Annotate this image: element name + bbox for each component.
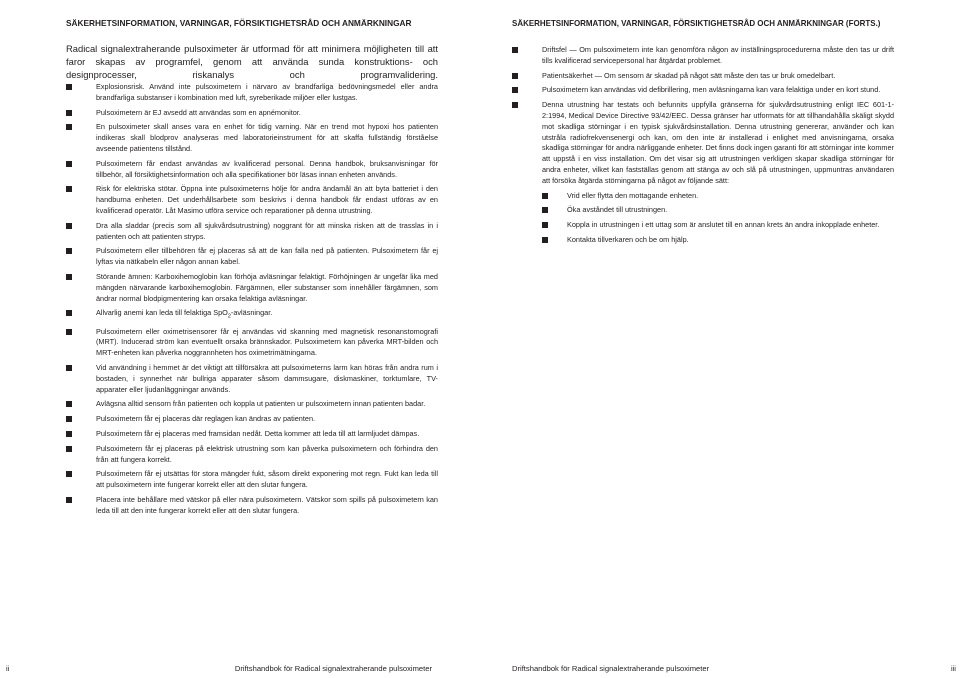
list-item-text: En pulsoximeter skall anses vara en enhet för tidig varning. När en trend mot hypoxi hos patienten indikeras skall blodprov analyseras med laboratorieinstrument för att skaffa fullständig förståelse avseende patientens tillstånd. [96,122,438,153]
list-item-text: Pulsoximetern får endast användas av kvalificerad personal. Denna handbok, bruksanvisningar för tillbehör, all försiktighetsinformation och alla specifikationer bör läsas innan enheten används. [96,158,438,179]
bullet-square-icon [66,248,72,254]
list-item [512,45,894,67]
list-item-text: Pulsoximetern kan användas vid defibrillering, men avläsningarna kan vara felaktiga under en kort stund. [542,85,881,95]
list-item-text: Pulsoximetern eller tillbehören får ej placeras så att de kan falla ned på patienten. Pulsoximetern får ej lyftas via nätkabeln eller någon annan kabel. [96,246,438,267]
section-heading: SÄKERHETSINFORMATION, VARNINGAR, FÖRSIKTIGHETSRÅD OCH ANMÄRKNINGAR [66,18,412,28]
list-item-text: Vrid eller flytta den mottagande enheten. [567,190,699,200]
page-number: ii [6,664,10,673]
bullet-square-icon [66,431,72,437]
bullet-square-icon [66,124,72,130]
bullet-square-icon [542,193,548,199]
list-item-text: Dra alla sladdar (precis som all sjukvårdsutrustning) noggrant för att minska risken att de trasslas in i patienten och att patienten stryps. [96,220,438,241]
list-item-text: Explosionsrisk. Använd inte pulsoximetern i närvaro av brandfarliga bedövningsmedel eller andra brandfarliga substanser i kombination med luft, syreberikade miljöer eller lustgas. [96,82,438,102]
intro-paragraph: Radical signalextraherande pulsoximeter är utformad för att minimera möjligheten till att faror skapas av programfel, genom att använda sunda konstruktions- och designprocesser, riskanalys och programvalidering. [66,43,438,80]
section-heading-continued: SÄKERHETSINFORMATION, VARNINGAR, FÖRSIKTIGHETSRÅD OCH ANMÄRKNINGAR (FORTS.) [512,18,881,28]
bullet-square-icon [542,207,548,213]
list-item-text: Placera inte behållare med vätskor på eller nära pulsoximetern. Vätskor som spills på pulsoximetern kan leda till att den inte fungerar korrekt eller att den slutar fungera. [96,494,438,515]
list-item [66,159,438,181]
list-item-text: Störande ämnen: Karboxihemoglobin kan förhöja avläsningar felaktigt. Förhöjningen är ungefär lika med mängden närvarande karboxihemoglobin. Färgämnen, eller substanser som innehåller färgämnen, som ändrar normal blodpigmentering kan orsaka felaktiga avläsningar. [96,271,438,303]
warning-list-continued [512,45,894,250]
bullet-square-icon [66,401,72,407]
list-item [66,495,438,517]
bullet-square-icon [512,47,518,53]
bullet-square-icon [66,223,72,229]
list-item [512,100,894,186]
list-item [512,85,894,96]
right-page [480,0,960,678]
bullet-square-icon [66,84,72,90]
list-item [542,220,894,231]
bullet-square-icon [66,310,72,316]
list-item-text: Pulsoximetern får ej placeras med framsidan nedåt. Detta kommer att leda till att larmljudet dämpas. [96,428,420,438]
warning-list [66,82,438,521]
list-item-text: Pulsoximetern eller oximetrisensorer får ej användas vid skanning med magnetisk resonanstomografi (MRT). Inducerad ström kan eventuellt orsaka brännskador. Pulsoximetern kan påverka MRT-bilden och MRT-enheten kan påverka noggrannheten hos oximetrimätningarna. [96,326,438,358]
list-item [66,429,438,440]
list-item [66,399,438,410]
list-item [66,108,438,119]
list-item [542,235,894,246]
list-item-text: Denna utrustning har testats och befunnits uppfylla gränserna för sjukvårdsutrustning enligt IEC 601-1-2:1994, Medical Device Directive 93/42/EEC. Dessa gränser har utformats för att tillhandahålla skäligt skydd mot skadliga störningar i en typisk sjukvårdsinstallation. Denna utrustning genererar, använder och kan utstråla radiofrekvensenergi och kan, om den inte är installerad i enlighet med anvisningarna, orsaka skadliga störningar för andra närliggande enheter. Det finns dock ingen garanti för att störningar inte kommer att uppstå i en viss installation. Om det visar sig att utrustningen verkligen skapar skadliga störningar för andra enheter, vilket kan fastställas genom att stänga av och slå på utrustningen, uppmuntras användaren att försöka åtgärda störningarna på något av följande sätt: [542,100,894,185]
list-item [66,444,438,466]
list-item-text: Kontakta tillverkaren och be om hjälp. [567,234,689,244]
list-item [66,327,438,359]
list-item [66,122,438,154]
list-item [66,414,438,425]
page-number: iii [950,664,956,673]
list-item-text: Patientsäkerhet — Om sensorn är skadad på något sätt måste den tas ur bruk omedelbart. [542,70,836,80]
list-item [66,184,438,216]
bullet-square-icon [512,87,518,93]
bullet-square-icon [542,222,548,228]
bullet-square-icon [542,237,548,243]
list-item [66,82,438,104]
list-item [542,205,894,216]
footer-title: Driftshandbok för Radical signalextraherande pulsoximeter [234,664,432,673]
list-item [66,246,438,268]
list-item-text: Driftsfel — Om pulsoximetern inte kan genomföra någon av inställningsprocedurerna måste den tas ur drift tills kvalificerad servicepersonal har åtgärdat problemet. [542,45,894,65]
bullet-square-icon [512,102,518,108]
list-item [66,308,438,322]
bullet-square-icon [66,471,72,477]
list-item-text: Risk för elektriska stötar. Öppna inte pulsoximeterns hölje för andra ändamål än att byta batteriet i den handburna enheten. Det underhållsarbete som beskrivs i denna handbok får endast utföras av en kvalificerad operatör. Låt Masimo utföra service och reparationer på denna utrustning. [96,184,438,215]
bullet-square-icon [66,446,72,452]
list-item [512,71,894,82]
list-item [66,272,438,304]
list-item [66,363,438,395]
footer-title: Driftshandbok för Radical signalextraherande pulsoximeter [512,664,710,673]
bullet-square-icon [66,186,72,192]
list-item-text: Pulsoximetern får ej utsättas för stora mängder fukt, såsom direkt exponering mot regn. Fukt kan leda till att pulsoximetern inte fungerar korrekt eller att den slutar fungera. [96,469,438,490]
list-item-text: Koppla in utrustningen i ett uttag som är anslutet till en annan krets än andra inkopplade enheter. [567,220,880,230]
bullet-square-icon [66,274,72,280]
bullet-square-icon [66,329,72,335]
list-item-text: Vid användning i hemmet är det viktigt att tillförsäkra att pulsoximeterns larm kan höras från andra rum i bostaden, i synnerhet när bullriga apparater såsom dammsugare, diskmaskiner, torktumlare, TV-apparater eller ljudanläggningar används. [96,362,438,394]
bullet-square-icon [66,161,72,167]
bullet-square-icon [66,110,72,116]
bullet-square-icon [66,416,72,422]
list-item-text: Allvarlig anemi kan leda till felaktiga SpO$_2$-avläsningar. [96,308,273,320]
list-item [66,221,438,243]
list-item-text: Pulsoximetern är EJ avsedd att användas som en apnémonitor. [96,107,301,117]
list-item [66,469,438,491]
bullet-square-icon [66,365,72,371]
list-item-text: Pulsoximetern får ej placeras på elektrisk utrustning som kan påverka pulsoximetern och förhindra den från att fungera korrekt. [96,443,438,464]
list-item [542,191,894,202]
list-item-text: Öka avståndet till utrustningen. [567,205,668,215]
bullet-square-icon [66,497,72,503]
bullet-square-icon [512,73,518,79]
list-item-text: Pulsoximetern får ej placeras där reglagen kan ändras av patienten. [96,414,316,424]
list-item-text: Avlägsna alltid sensorn från patienten och koppla ut patienten ur pulsoximetern innan patienten badar. [96,399,426,409]
